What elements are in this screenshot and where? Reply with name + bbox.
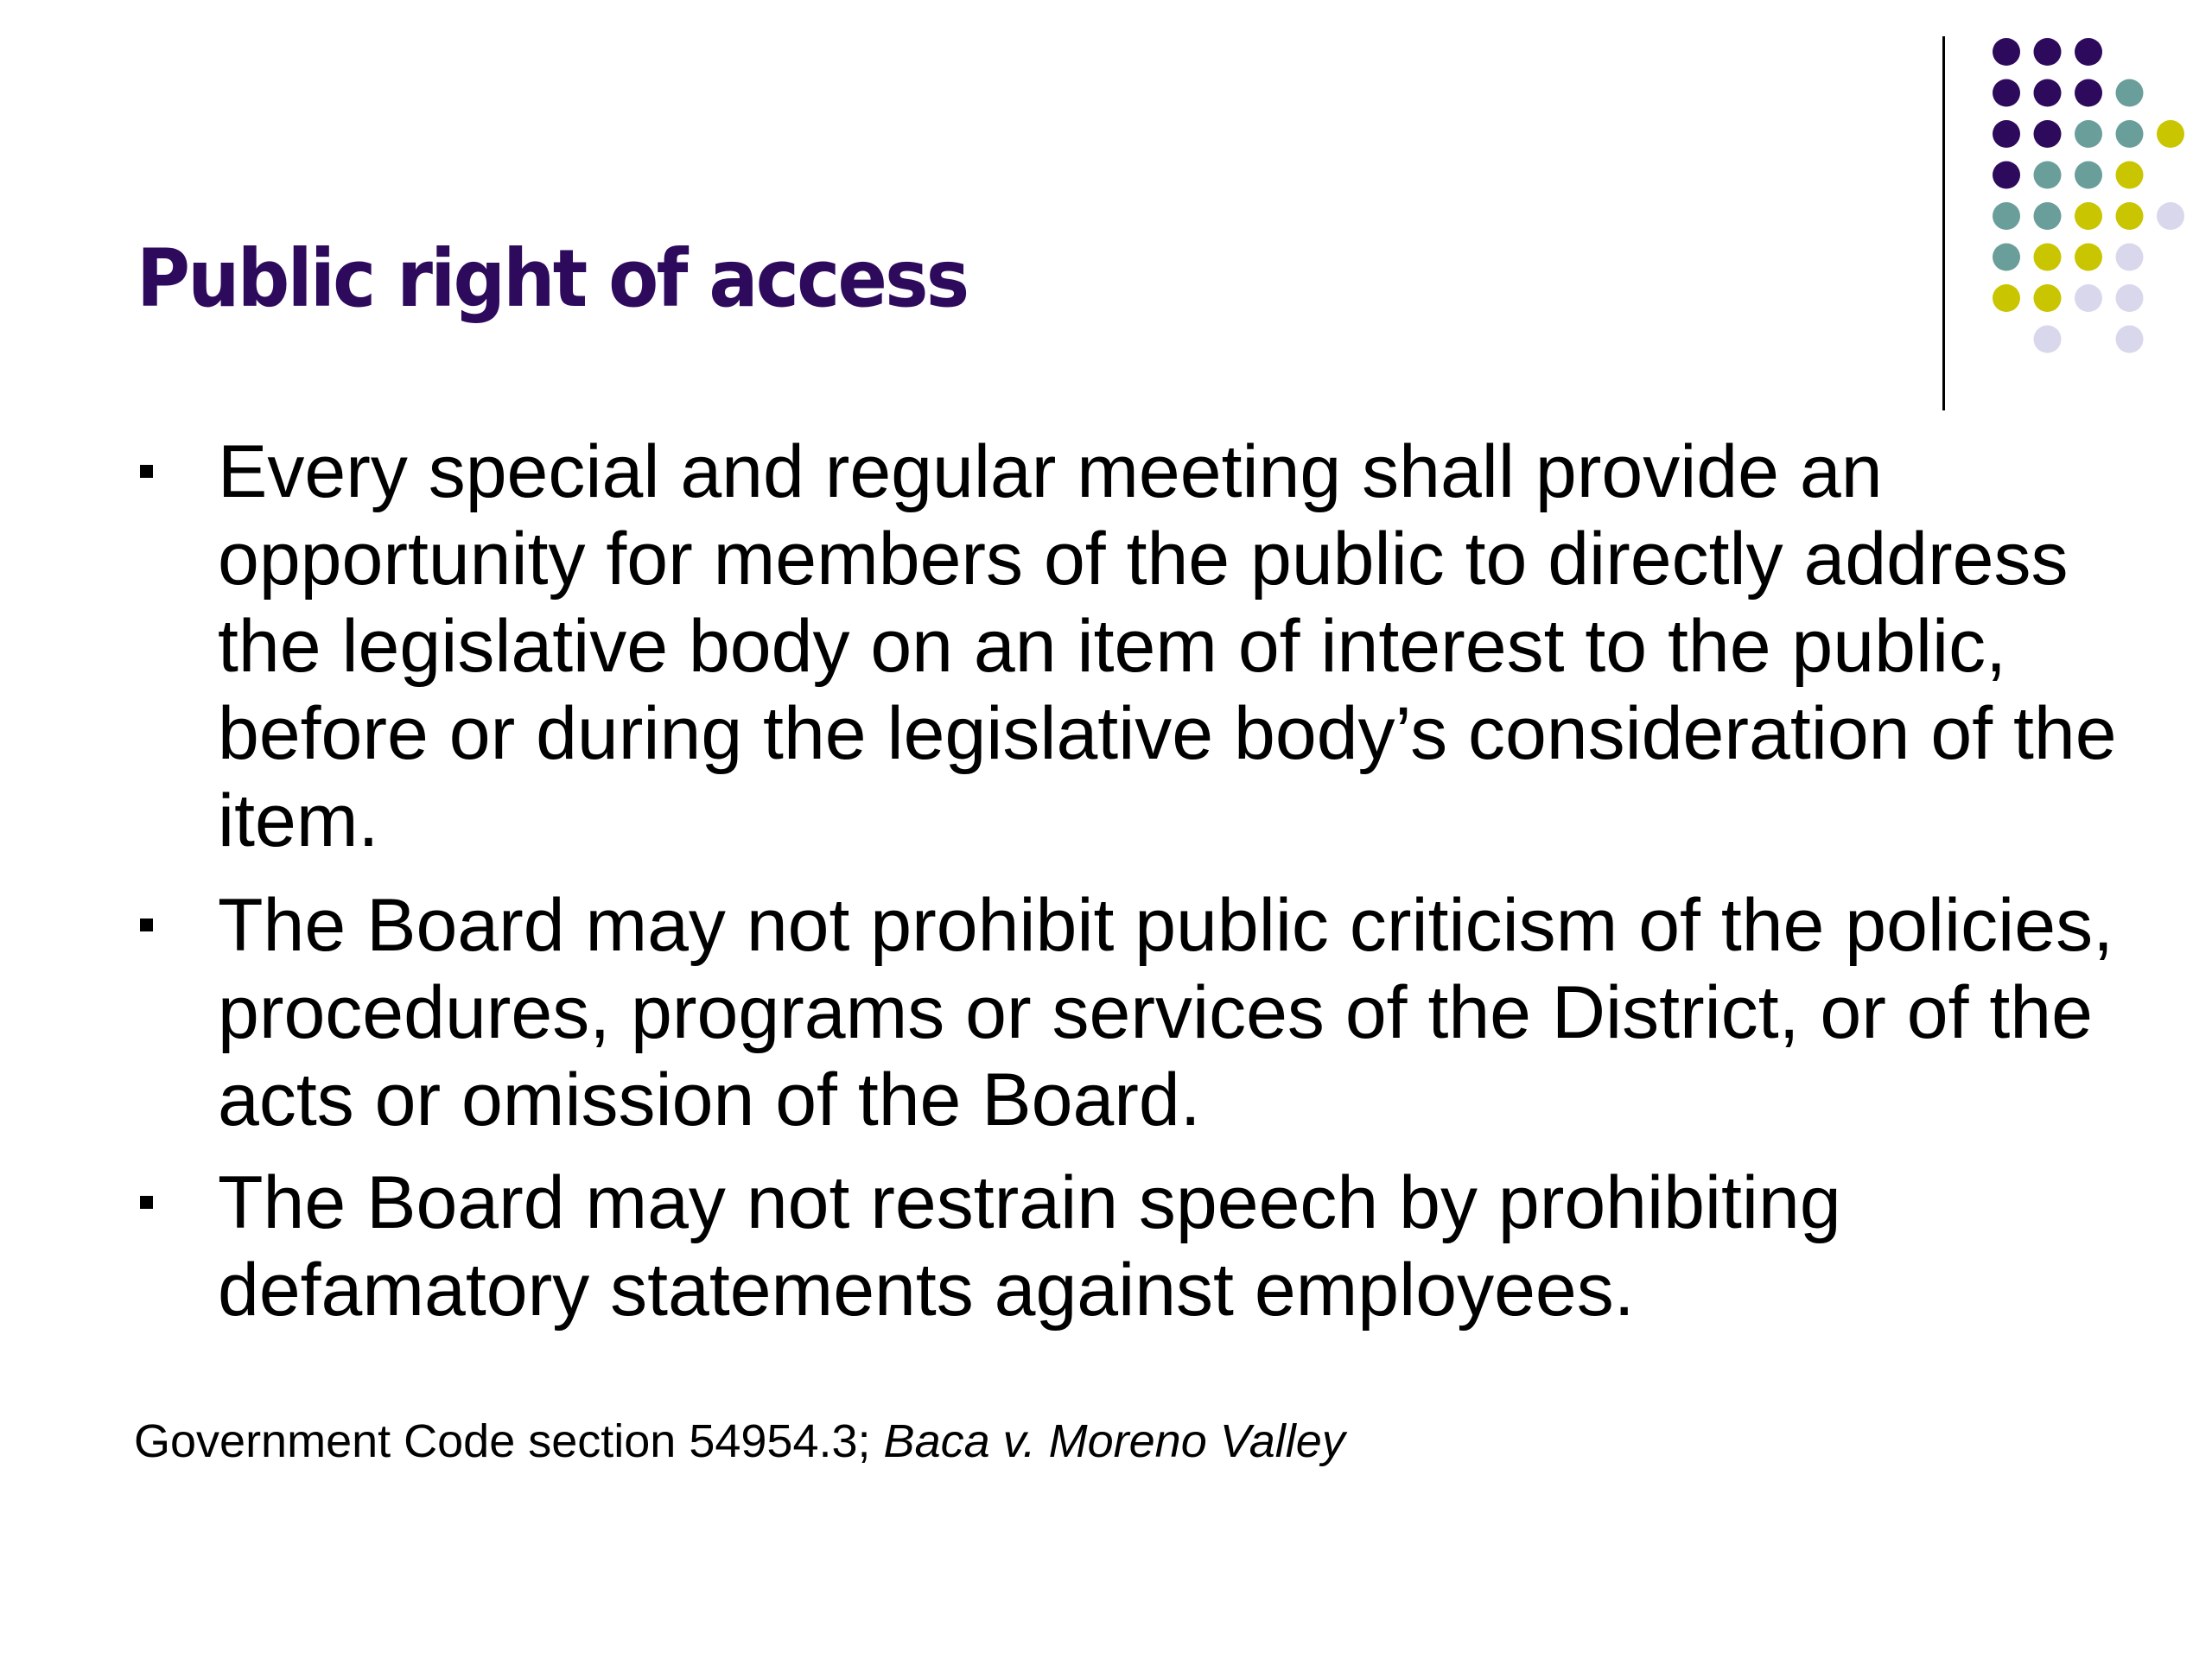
decor-dot <box>2075 120 2102 148</box>
decor-dot <box>1993 120 2020 148</box>
decor-dot <box>2075 79 2102 107</box>
bullet-text: Every special and regular meeting shall provide an opportunity for members of the public to directly address the legislative body on an item of interest to the public, before or during the legislative body’s consideration of the item. <box>218 430 2117 862</box>
decor-dot <box>2116 326 2144 353</box>
decor-dot <box>2034 326 2062 353</box>
decor-dot <box>2116 202 2144 230</box>
vertical-divider <box>1942 36 1945 410</box>
decor-dot <box>1993 244 2020 271</box>
decor-dot <box>2157 120 2184 148</box>
decor-dot <box>2157 202 2184 230</box>
decor-dot <box>2034 244 2062 271</box>
decor-dot <box>2116 162 2144 189</box>
bullet-text: The Board may not restrain speech by prohibiting defamatory statements against employees. <box>218 1161 1841 1332</box>
decor-dot <box>2034 38 2062 66</box>
bullet-list <box>0 429 2212 1351</box>
citation-case: Baca v. Moreno Valley <box>883 1415 1345 1467</box>
decor-dot <box>2034 120 2062 148</box>
citation <box>134 1414 1345 1469</box>
bullet-text: The Board may not prohibit public criticism of the policies, procedures, programs or services of the District, or of the acts or omission of the Board. <box>218 884 2113 1141</box>
bullet-item <box>0 1160 2212 1334</box>
decor-dot <box>2116 79 2144 107</box>
decor-dot <box>2075 202 2102 230</box>
decor-dot <box>2116 284 2144 312</box>
decor-dot <box>2075 284 2102 312</box>
decor-dot <box>1993 284 2020 312</box>
slide-title: Public right of access <box>137 232 968 325</box>
decor-dot <box>1993 162 2020 189</box>
decor-dot <box>1993 202 2020 230</box>
decor-dot <box>2034 284 2062 312</box>
square-bullet-icon <box>140 918 153 931</box>
decor-dot <box>2075 244 2102 271</box>
decor-dot <box>2034 162 2062 189</box>
decor-dot <box>2034 202 2062 230</box>
decor-dot <box>2075 38 2102 66</box>
square-bullet-icon <box>140 1196 153 1209</box>
citation-code: Government Code section 54954.3; <box>134 1415 884 1467</box>
decor-dot <box>1993 79 2020 107</box>
decor-dot <box>1993 38 2020 66</box>
square-bullet-icon <box>140 465 153 478</box>
decor-dot <box>2075 162 2102 189</box>
bullet-item <box>0 429 2212 865</box>
decor-dot <box>2116 244 2144 271</box>
decor-dot <box>2116 120 2144 148</box>
bullet-item <box>0 882 2212 1144</box>
decor-dot <box>2034 79 2062 107</box>
